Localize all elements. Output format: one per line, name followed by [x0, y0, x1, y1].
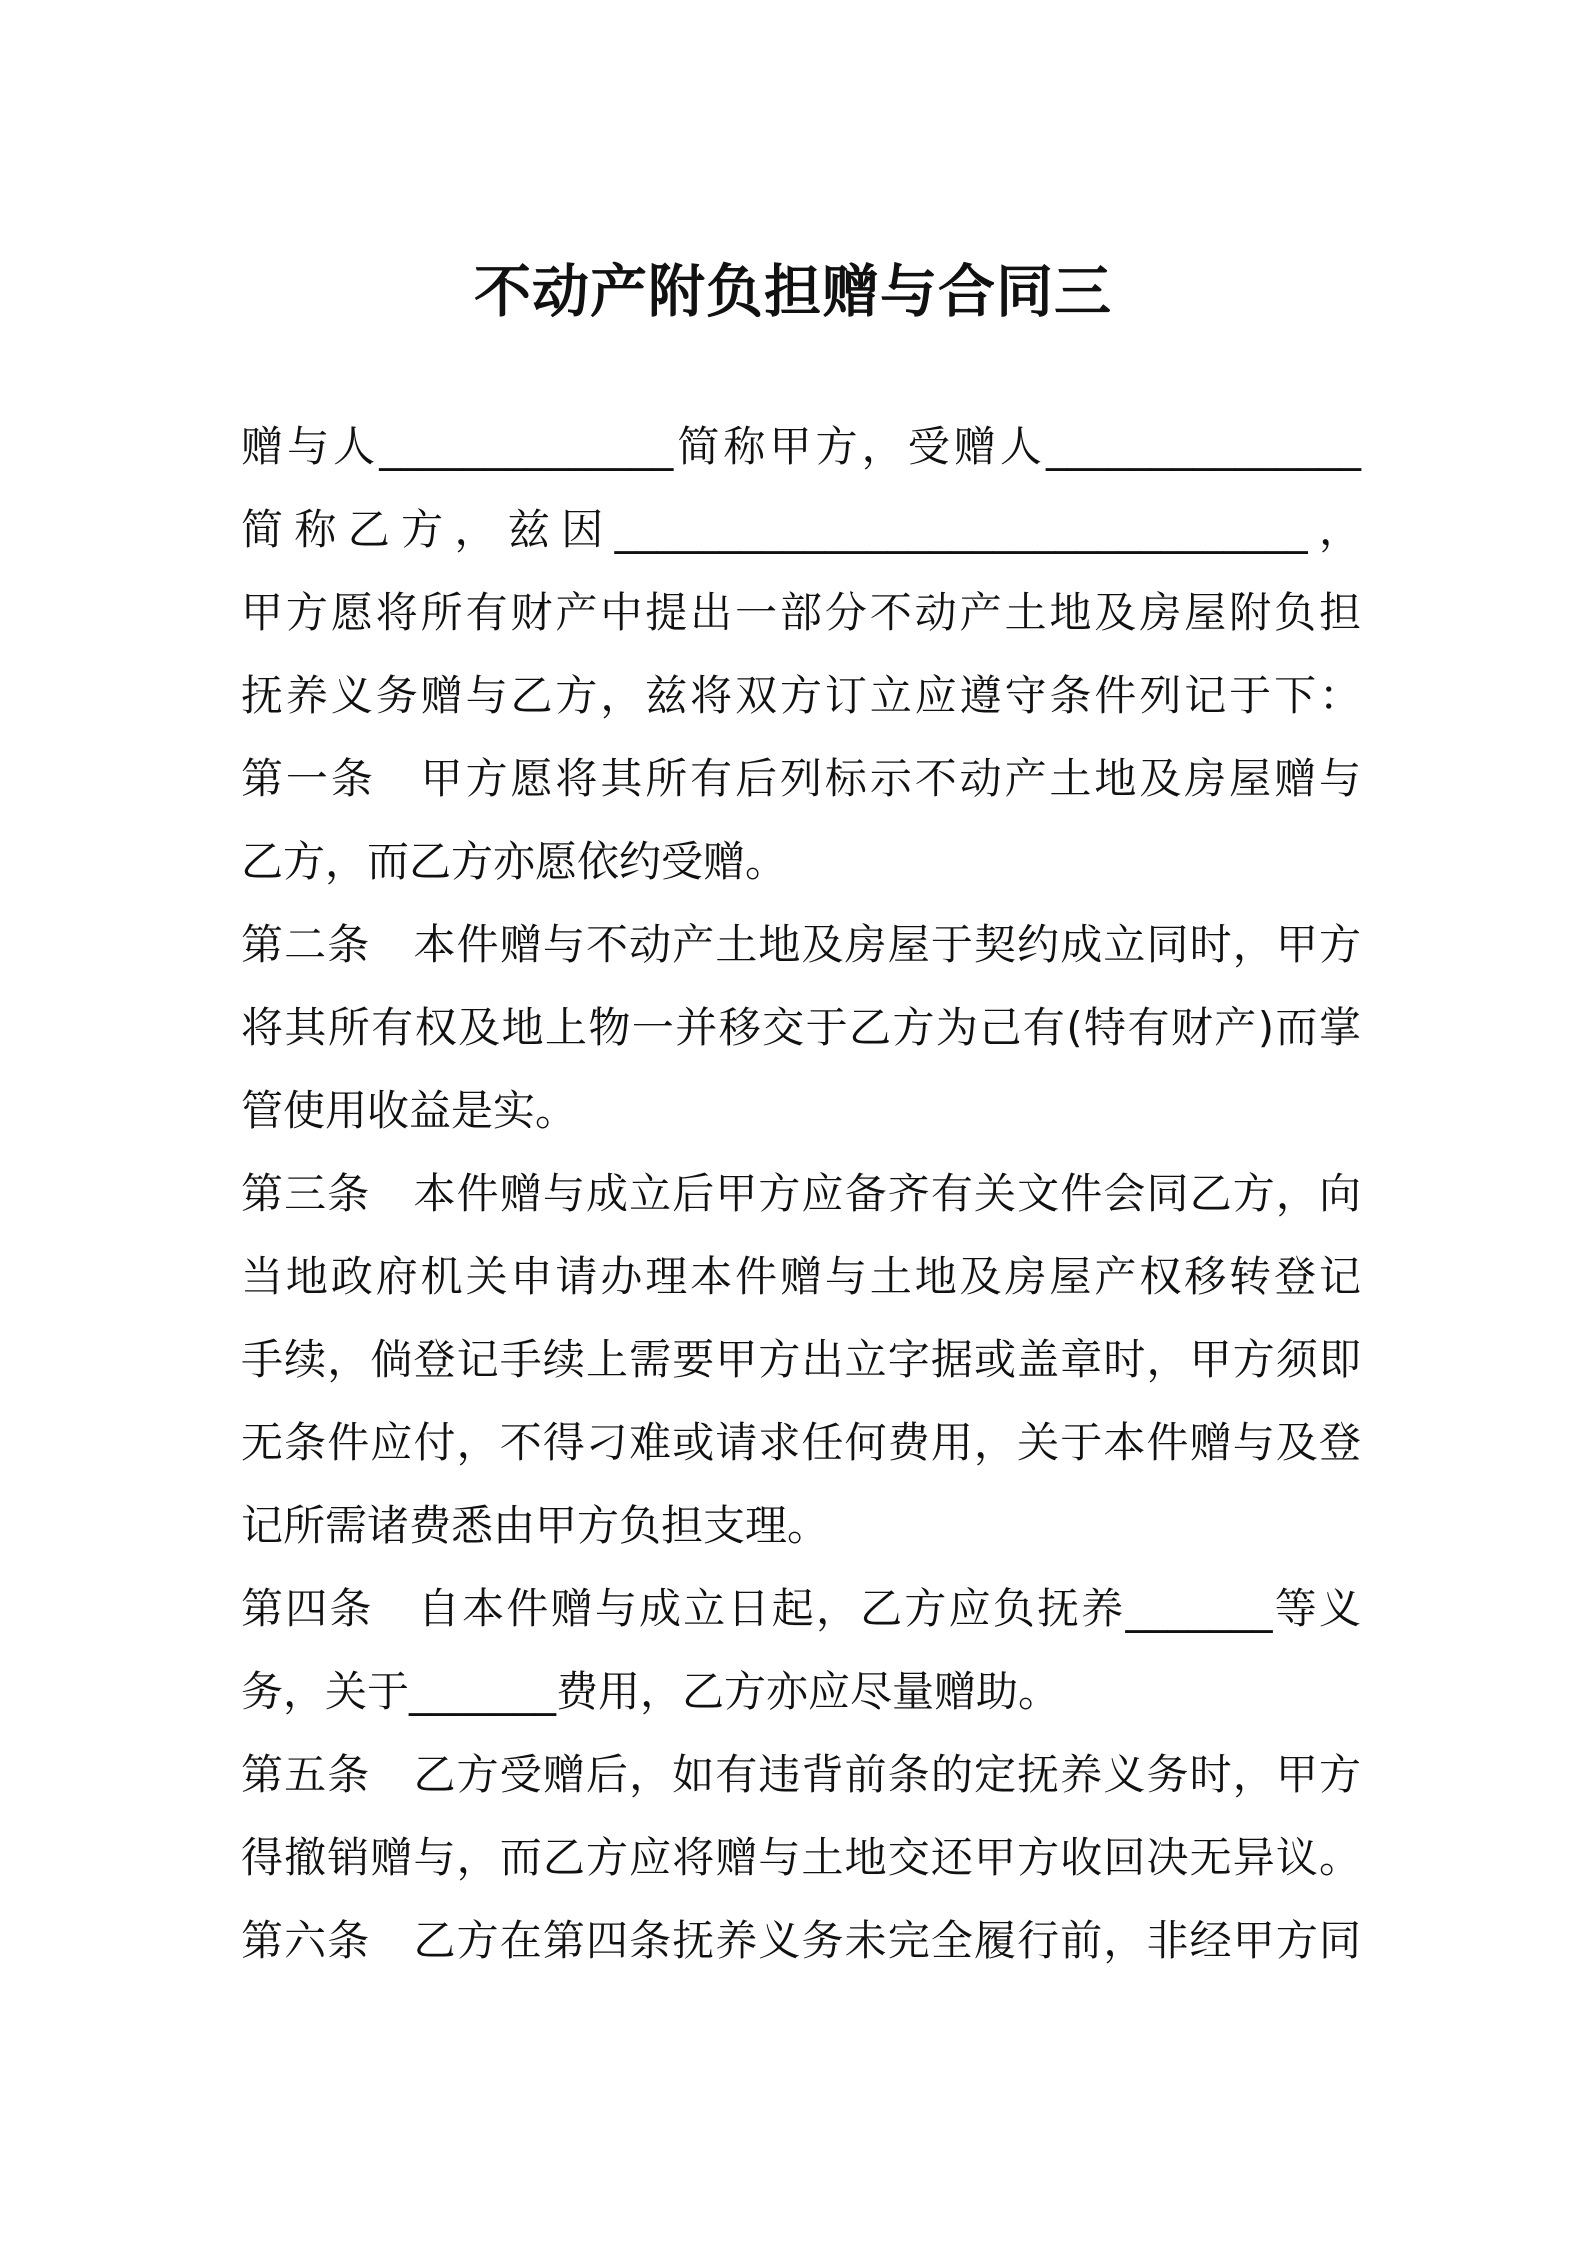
article-6-line-1: 第六条 乙方在第四条抚养义务未完全履行前，非经甲方同 — [241, 1916, 1361, 1965]
text-line-3: 甲方愿将所有财产中提出一部分不动产土地及房屋附负担 — [241, 588, 1361, 637]
article-2-line-1: 第二条 本件赠与不动产土地及房屋于契约成立同时，甲方 — [241, 920, 1361, 969]
article-5-line-2: 得撤销赠与，而乙方应将赠与土地交还甲方收回决无异议。 — [241, 1833, 1361, 1882]
article-5-line-1: 第五条 乙方受赠后，如有违背前条的定抚养义务时，甲方 — [241, 1750, 1361, 1799]
article-3-line-3: 手续，倘登记手续上需要甲方出立字据或盖章时，甲方须即 — [241, 1335, 1361, 1384]
article-2-line-3: 管使用收益是实。 — [241, 1086, 578, 1135]
document-title: 不动产附负担赠与合同三 — [474, 259, 1112, 325]
article-3-line-5: 记所需诸费悉由甲方负担支理。 — [241, 1501, 830, 1550]
article-3-line-4: 无条件应付，不得刁难或请求任何费用，关于本件赠与及登 — [241, 1418, 1361, 1467]
article-4-line-1: 第四条 自本件赠与成立日起，乙方应负抚养_______等义 — [241, 1584, 1361, 1633]
text-line-4: 抚养义务赠与乙方，兹将双方订立应遵守条件列记于下： — [241, 671, 1361, 720]
article-3-line-2: 当地政府机关申请办理本件赠与土地及房屋产权移转登记 — [241, 1252, 1361, 1301]
article-4-line-2: 务，关于_______费用，乙方亦应尽量赠助。 — [241, 1667, 1061, 1716]
text-line-2: 简称乙方，兹因_________________________________， — [241, 505, 1361, 554]
text-line-1: 赠与人______________简称甲方，受赠人_______________ — [241, 422, 1361, 471]
article-1-line-1: 第一条 甲方愿将其所有后列标示不动产土地及房屋赠与 — [241, 754, 1361, 803]
article-1-line-2: 乙方，而乙方亦愿依约受赠。 — [241, 837, 788, 886]
article-3-line-1: 第三条 本件赠与成立后甲方应备齐有关文件会同乙方，向 — [241, 1169, 1361, 1218]
article-2-line-2: 将其所有权及地上物一并移交于乙方为己有(特有财产)而掌 — [241, 1003, 1361, 1052]
